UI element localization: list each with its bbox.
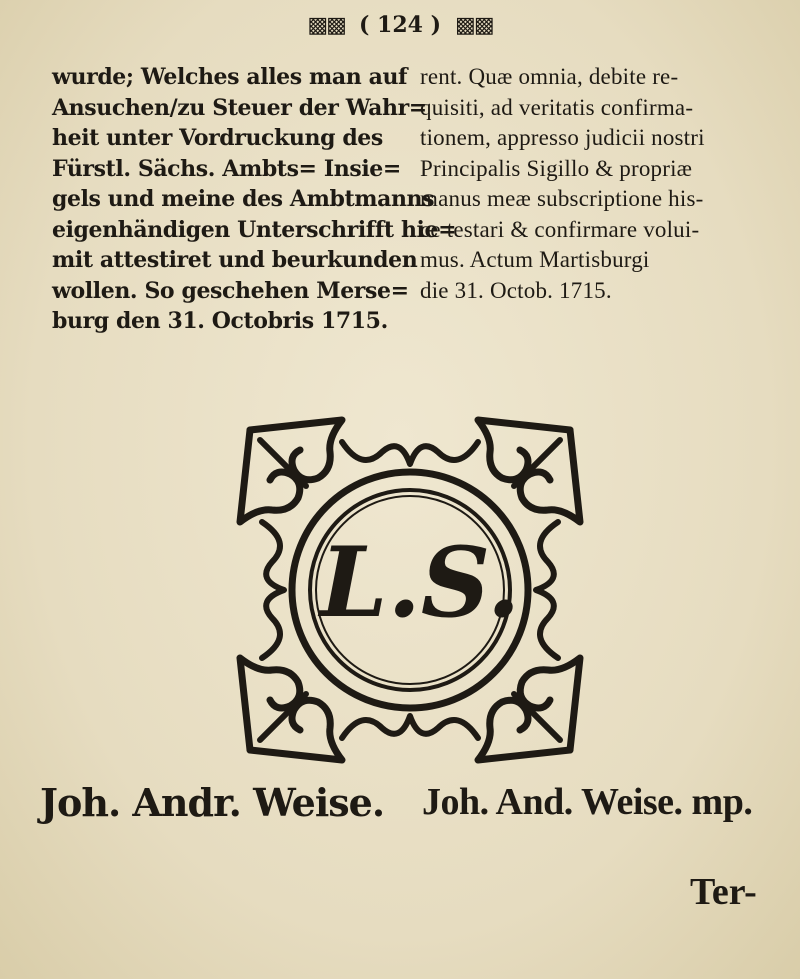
latin-text-column	[420, 62, 792, 306]
text-line: rent. Quæ omnia, debite re-	[420, 64, 679, 89]
text-line: quisiti, ad veritatis confirma-	[420, 94, 694, 120]
text-line: die 31. Octob. 1715.	[420, 277, 612, 303]
text-line: tionem, appresso judicii nostri	[420, 125, 705, 150]
text-line: heit unter Vordruckung des	[52, 125, 383, 151]
text-line: manus meæ subscriptione his-	[420, 186, 704, 211]
text-line: mit attestiret und beurkunden	[52, 247, 418, 273]
text-line: Fürstl. Sächs. Ambts= Insie=	[52, 155, 401, 182]
text-line: eigenhändigen Unterschrifft hie=	[52, 216, 457, 243]
page-number: ( 124 )	[358, 12, 442, 38]
text-line: wurde; Welches alles man auf	[52, 64, 408, 90]
text-line: Ansuchen/zu Steuer der Wahr=	[52, 94, 427, 121]
catchword: Ter-	[690, 871, 757, 913]
text-line: burg den 31. Octobris 1715.	[52, 308, 388, 334]
text-line: mus. Actum Martisburgi	[420, 247, 650, 272]
ornament-left-icon: ▩▩	[307, 12, 345, 38]
page-header	[0, 12, 800, 38]
text-line: wollen. So geschehen Merse=	[52, 277, 409, 304]
ornament-right-icon: ▩▩	[455, 12, 493, 38]
signature-german: Joh. Andr. Weise.	[40, 780, 385, 825]
text-line: gels und meine des Ambtmanns	[52, 186, 435, 212]
german-text-column	[52, 62, 457, 337]
signature-latin: Joh. And. Weise. mp.	[422, 781, 753, 823]
text-line: ce testari & confirmare volui-	[420, 216, 700, 242]
seal-monogram: L.S.	[320, 526, 521, 639]
text-line: Principalis Sigillo & propriæ	[420, 155, 693, 181]
